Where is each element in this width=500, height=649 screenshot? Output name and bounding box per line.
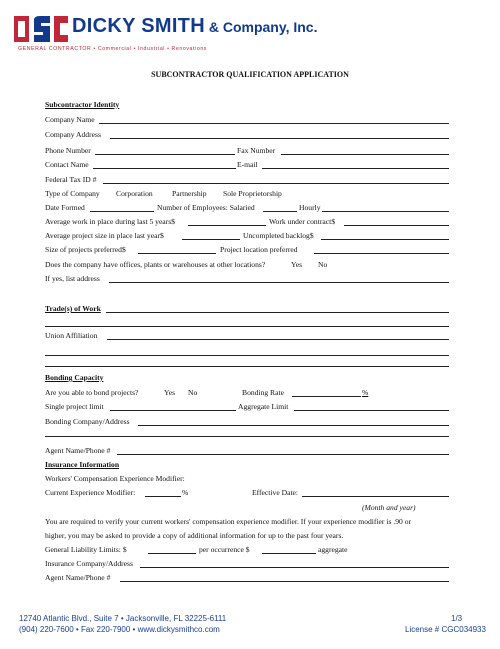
bonding-agent-label: Agent Name/Phone #	[45, 446, 111, 455]
single-limit-label: Single project limit	[45, 402, 104, 411]
bonding-company-field[interactable]	[138, 425, 449, 426]
list-address-field[interactable]	[109, 282, 449, 283]
employees-hourly-field[interactable]	[322, 211, 449, 212]
company-subtitle: GENERAL CONTRACTOR • Commercial • Industrial • Renovations	[18, 46, 207, 52]
insurance-agent-field[interactable]	[120, 581, 449, 582]
gl-aggregate-label: aggregate	[318, 545, 348, 554]
email-label: E-mail	[237, 160, 258, 169]
page-number: 1/3	[451, 614, 463, 623]
backlog-field[interactable]	[321, 239, 449, 240]
month-year-hint: (Month and year)	[362, 503, 416, 512]
bond-no[interactable]: No	[188, 388, 198, 397]
type-sole-option[interactable]: Sole Proprietorship	[223, 189, 282, 198]
avg-work-field[interactable]	[188, 225, 266, 226]
trades-field-2[interactable]	[45, 326, 449, 327]
tax-id-label: Federal Tax ID #	[45, 175, 97, 184]
other-locations-question: Does the company have offices, plants or warehouses at other locations?	[45, 260, 266, 269]
effective-date-field[interactable]	[302, 496, 449, 497]
company-name-field[interactable]	[99, 123, 449, 124]
company-type-label: Type of Company	[45, 189, 100, 198]
contact-label: Contact Name	[45, 160, 89, 169]
trades-field-1[interactable]	[106, 312, 449, 313]
insurance-company-label: Insurance Company/Address	[45, 559, 133, 568]
bonding-rate-percent: %	[362, 388, 369, 397]
fax-label: Fax Number	[237, 146, 276, 155]
bonding-rate-label: Bonding Rate	[242, 388, 284, 397]
employees-hourly-label: Hourly	[299, 203, 321, 212]
footer-address: 12740 Atlantic Blvd., Suite 7 • Jacksonville, FL 32225-6111	[19, 614, 227, 623]
aggregate-limit-label: Aggregate Limit	[238, 402, 289, 411]
bonding-rate-field[interactable]	[292, 396, 361, 397]
current-modifier-label: Current Experience Modifier:	[45, 488, 136, 497]
bonding-agent-field[interactable]	[117, 454, 449, 455]
effective-date-label: Effective Date:	[252, 488, 299, 497]
work-under-contract-label: Work under contract$	[269, 217, 336, 226]
bonding-company-label: Bonding Company/Address	[45, 417, 130, 426]
per-occurrence-label: per occurrence $	[199, 545, 250, 554]
bonding-company-field-2[interactable]	[45, 436, 449, 437]
email-field[interactable]	[262, 168, 449, 169]
bond-yes[interactable]: Yes	[164, 388, 176, 397]
insurance-agent-label: Agent Name/Phone #	[45, 573, 111, 582]
insurance-company-field[interactable]	[140, 567, 449, 568]
section-heading-insurance: Insurance Information	[45, 460, 120, 469]
workers-comp-title: Workers' Compensation Experience Modifier:	[45, 474, 185, 483]
document-title: SUBCONTRACTOR QUALIFICATION APPLICATION	[151, 70, 349, 79]
aggregate-limit-field[interactable]	[294, 410, 449, 411]
size-preferred-label: Size of projects preferred$	[45, 245, 126, 254]
section-heading-trades: Trade(s) of Work	[45, 304, 101, 313]
union-field-2[interactable]	[45, 355, 449, 356]
section-heading-identity: Subcontractor Identity	[45, 100, 120, 109]
gl-aggregate-field[interactable]	[262, 553, 316, 554]
current-modifier-percent: %	[182, 488, 189, 497]
avg-work-label: Average work in place during last 5 years$	[45, 217, 175, 226]
union-field[interactable]	[107, 339, 449, 340]
employees-salaried-label: Number of Employees: Salaried	[157, 203, 255, 212]
date-formed-label: Date Formed	[45, 203, 85, 212]
current-modifier-field[interactable]	[145, 496, 181, 497]
company-address-label: Company Address	[45, 130, 101, 139]
bonding-top-line	[45, 366, 449, 367]
date-formed-field[interactable]	[90, 211, 154, 212]
avg-project-size-label: Average project size in place last year$	[45, 231, 164, 240]
location-preferred-label: Project location preferred	[220, 245, 298, 254]
company-logo	[14, 14, 68, 46]
type-partnership-option[interactable]: Partnership	[172, 189, 207, 198]
gl-per-occurrence-field[interactable]	[148, 553, 196, 554]
union-label: Union Affiliation	[45, 331, 98, 340]
single-limit-field[interactable]	[110, 410, 236, 411]
backlog-label: Uncompleted backlog$	[243, 231, 314, 240]
company-address-field[interactable]	[110, 138, 449, 139]
other-locations-yes[interactable]: Yes	[291, 260, 303, 269]
notice-line-2: higher, you may be asked to provide a copy of additional information for up to the past four years.	[45, 531, 344, 540]
employees-salaried-field[interactable]	[263, 211, 297, 212]
phone-label: Phone Number	[45, 146, 91, 155]
notice-line-1: You are required to verify your current workers' compensation experience modifier. If your experience modifier is .90 or	[45, 517, 412, 526]
fax-field[interactable]	[281, 154, 449, 155]
type-corporation-option[interactable]: Corporation	[116, 189, 153, 198]
phone-field[interactable]	[95, 154, 235, 155]
work-under-contract-field[interactable]	[344, 225, 449, 226]
footer-contact: (904) 220-7600 • Fax 220-7900 • www.dickysmithco.com	[19, 625, 220, 634]
location-preferred-field[interactable]	[314, 253, 449, 254]
contact-field[interactable]	[93, 168, 236, 169]
size-preferred-field[interactable]	[138, 253, 216, 254]
company-name: DICKY SMITH & Company, Inc.	[72, 15, 318, 37]
bond-projects-question: Are you able to bond projects?	[45, 388, 139, 397]
avg-project-size-field[interactable]	[182, 239, 240, 240]
company-name-label: Company Name	[45, 115, 95, 124]
license-number: License # CGC034933	[405, 625, 486, 634]
tax-id-field[interactable]	[103, 183, 449, 184]
gl-limits-label: General Liability Limits: $	[45, 545, 127, 554]
other-locations-no[interactable]: No	[318, 260, 328, 269]
dsc-logo-mark	[14, 14, 68, 46]
section-heading-bonding: Bonding Capacity	[45, 373, 104, 382]
list-address-label: If yes, list address	[45, 274, 100, 283]
